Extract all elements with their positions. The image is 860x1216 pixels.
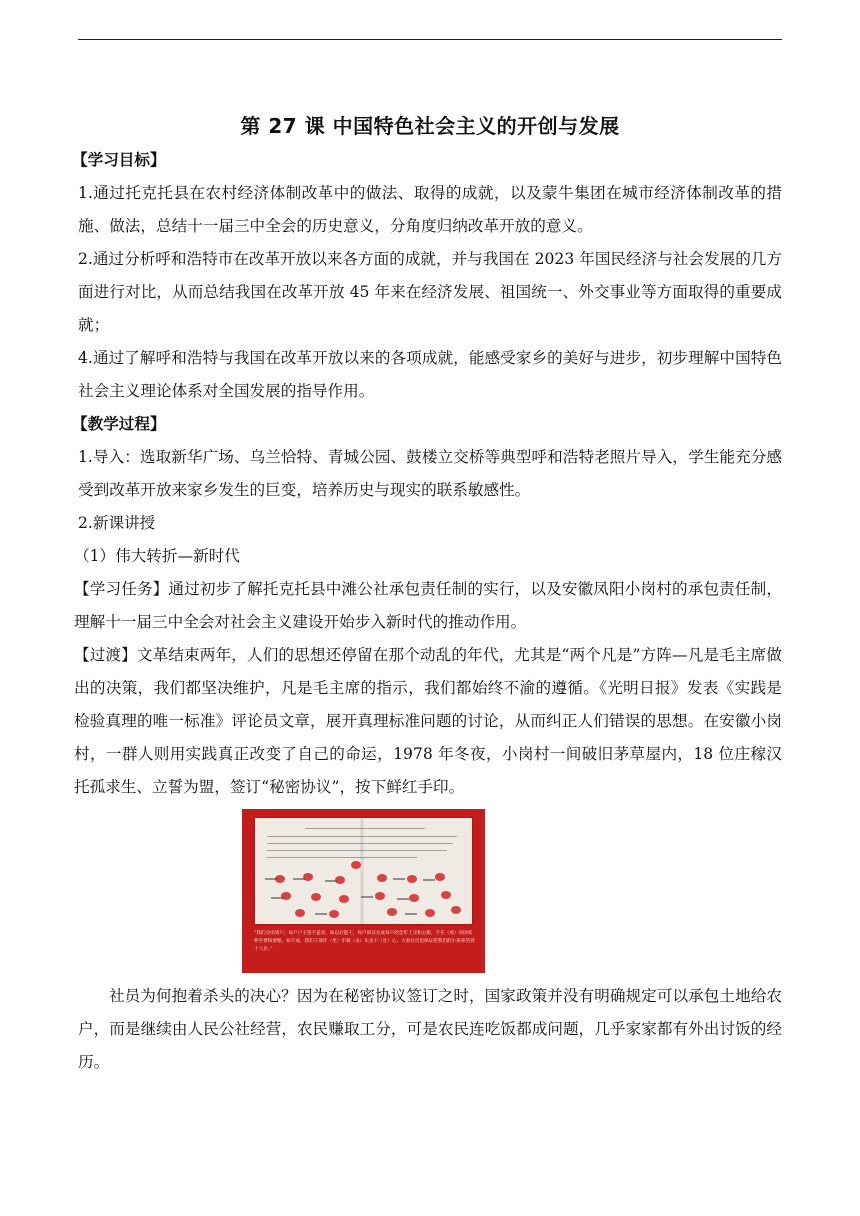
transition-text: 文革结束两年，人们的思想还停留在那个动乱的年代，尤其是“两个凡是”方阵—凡是毛主席做出的决策，我们都坚决维护，凡是毛主席的指示，我们都始终不渝的遵循。《光明日报》发表《实践是检验真理的唯一标准》评论员文章，展开真理标准问题的讨论，从而纠正人们错误的思想。在安徽小岗村，一群人则用实践真正改变了自己的命运，1978 年冬夜，小岗村一间破旧茅草屋内，18 位庄稼汉托孤求生、立誓为盟，签订“秘密协议”，按下鲜红手印。	[74, 646, 782, 796]
learning-task-text: 通过初步了解托克托县中滩公社承包责任制的实行，以及安徽凤阳小岗村的承包责任制，理解十一届三中全会对社会主义建设开始步入新时代的推动作用。	[74, 580, 782, 631]
transition	[74, 639, 782, 804]
objective-item: 2.通过分析呼和浩特市在改革开放以来各方面的成就，并与我国在 2023 年国民经济与社会发展的几方面进行对比，从而总结我国在改革开放 45 年来在经济发展、祖国统一、外交事业等方面取得的重要成就；	[78, 250, 782, 334]
learning-task-label: 【学习任务】	[74, 580, 169, 598]
photo-caption: “我们分田到户，每户户主签字盖章，如以后能干，每户保证完成每户的全年上交和公粮，不在（再）向国家伸手要钱要粮。如不成，我们干部作（坐）牢刹（杀）头也干（甘）心，大家社员也保证把我们的小孩养活到十八岁。”	[254, 931, 475, 952]
body-paragraph: 社员为何抱着杀头的决心？因为在秘密协议签订之时，国家政策并没有明确规定可以承包土地给农户，而是继续由人民公社经营，农民赚取工分，可是农民连吃饭都成问题，几乎家家都有外出讨饭的经历。	[78, 987, 782, 1071]
section-heading-objectives: 【学习目标】	[72, 151, 166, 169]
lesson-title: 第 27 课 中国特色社会主义的开创与发展	[240, 114, 620, 138]
transition-label: 【过渡】	[74, 646, 137, 664]
figure	[78, 809, 782, 975]
process-new-lesson: 2.新课讲授	[78, 514, 156, 532]
document-body	[72, 108, 782, 1079]
subsection-heading: （1）伟大转折—新时代	[74, 547, 240, 565]
secret-agreement-photo	[242, 809, 485, 973]
agreement-paper	[255, 818, 472, 924]
section-heading-process: 【教学过程】	[72, 415, 166, 433]
learning-task	[74, 573, 782, 639]
process-intro: 1.导入：选取新华广场、乌兰恰特、青城公园、鼓楼立交桥等典型呼和浩特老照片导入，学生能充分感受到改革开放来家乡发生的巨变，培养历史与现实的联系敏感性。	[78, 448, 782, 499]
objective-item: 4.通过了解呼和浩特与我国在改革开放以来的各项成就，能感受家乡的美好与进步，初步理解中国特色社会主义理论体系对全国发展的指导作用。	[78, 349, 782, 400]
objective-item: 1.通过托克托县在农村经济体制改革中的做法、取得的成就，以及蒙牛集团在城市经济体制改革的措施、做法，总结十一届三中全会的历史意义，分角度归纳改革开放的意义。	[78, 184, 782, 235]
header-rule	[78, 39, 782, 40]
